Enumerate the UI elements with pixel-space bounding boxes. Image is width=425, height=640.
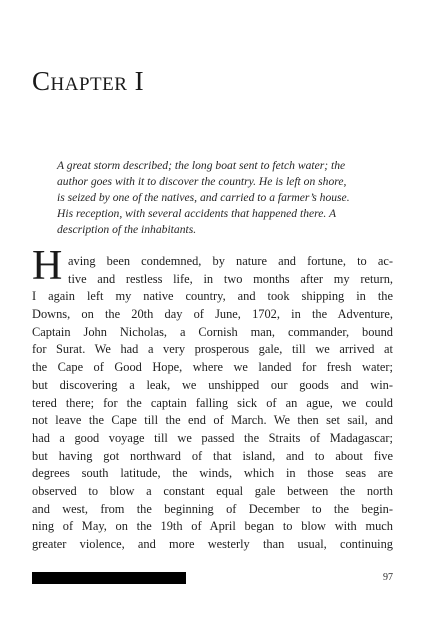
body-line: but having got northward of that island, and to about five: [32, 448, 393, 463]
page-number: 97: [383, 572, 393, 583]
body-line: tive and restless life, in two months after my return,: [68, 271, 393, 286]
summary-line: author goes with it to discover the country. He is left on shore,: [57, 175, 347, 188]
body-line: observed to blow a constant equal gale between the north: [32, 483, 393, 498]
chapter-title: [32, 66, 144, 96]
summary-line: A great storm described; the long boat sent to fetch water; the: [57, 159, 346, 172]
body-line: ning of May, on the 19th of April began to blow with much: [32, 519, 393, 534]
drop-cap: H: [32, 243, 63, 289]
body-line: the Cape of Good Hope, where we landed for fresh water;: [32, 360, 393, 375]
body-line: aving been condemned, by nature and fortune, to ac-: [68, 254, 393, 268]
summary-line: His reception, with several accidents that happened there. A: [57, 207, 337, 220]
body-line: Captain John Nicholas, a Cornish man, commander, bound: [32, 324, 393, 339]
body-line: Downs, on the 20th day of June, 1702, in the Adventure,: [32, 307, 393, 322]
body-line: but discovering a leak, we unshipped our goods and win-: [32, 377, 393, 392]
body-line: I again left my native country, and took shipping in the: [32, 289, 393, 304]
footer-black-bar: [32, 572, 186, 584]
chapter-summary: [57, 158, 377, 238]
summary-line: is seized by one of the natives, and carried to a farmer’s house.: [57, 191, 350, 204]
body-line: for Surat. We had a very prosperous gale, till we arrived at: [32, 342, 393, 357]
body-text: [32, 253, 393, 554]
body-line: greater violence, and more westerly than usual, continuing: [32, 537, 393, 551]
body-line: had a good voyage till we passed the Straits of Madagascar;: [32, 430, 393, 445]
body-line: not leave the Cape till the end of March. We then set sail, and: [32, 413, 393, 428]
body-line: degrees south latitude, the winds, which in those seas are: [32, 466, 393, 481]
summary-line: description of the inhabitants.: [57, 223, 197, 236]
body-line: and west, from the beginning of December to the begin-: [32, 501, 393, 516]
body-line: tered there; for the captain falling sick of an ague, we could: [32, 395, 393, 410]
chapter-title-initial: C: [32, 66, 51, 96]
chapter-title-rest: hapter I: [50, 66, 145, 96]
